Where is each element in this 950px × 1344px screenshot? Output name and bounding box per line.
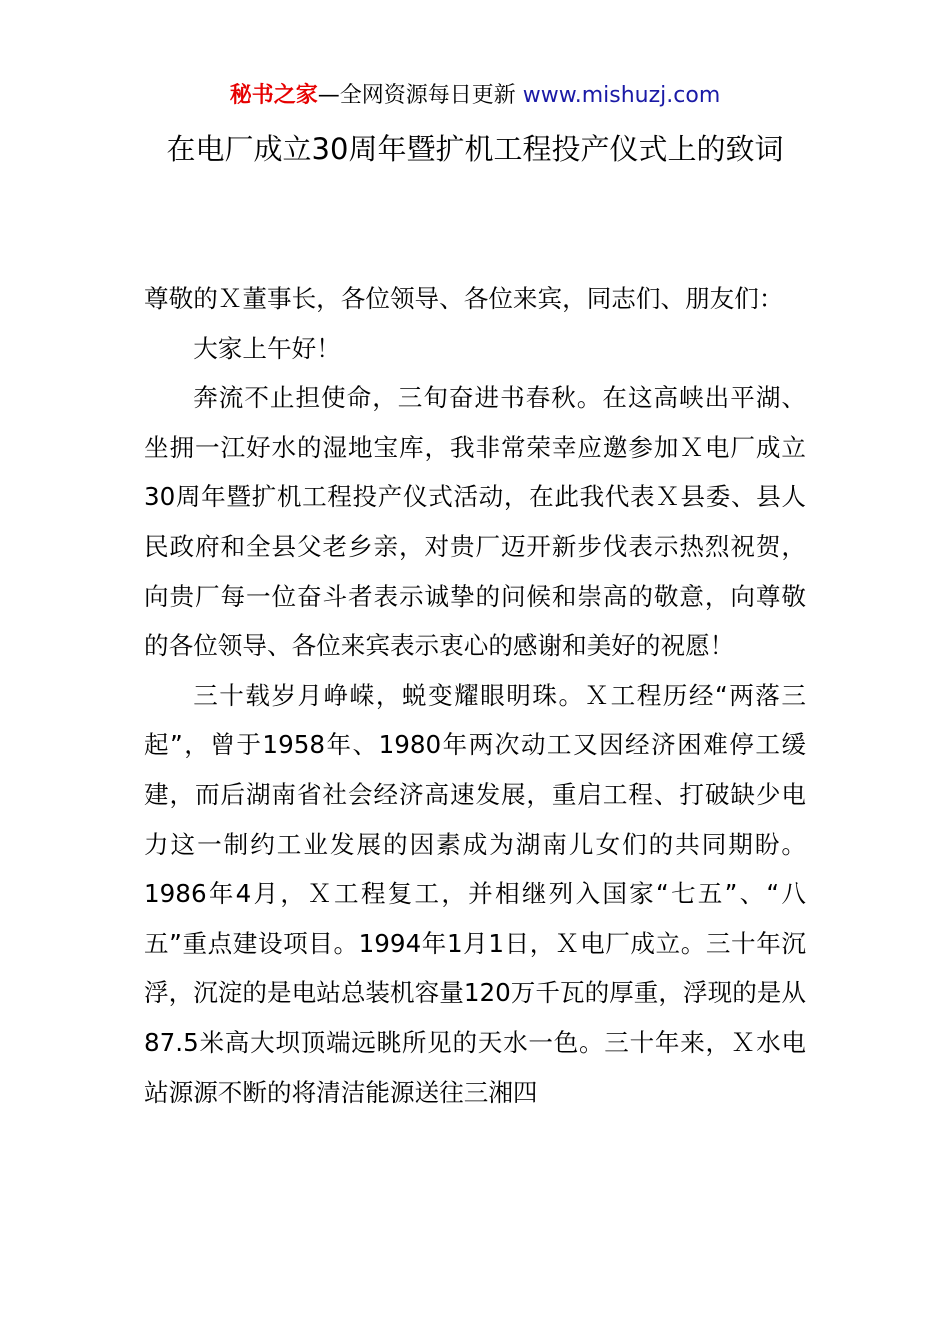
document-title: 在电厂成立30周年暨扩机工程投产仪式上的致词 <box>166 132 784 166</box>
salutation: 尊敬的Ｘ董事长，各位领导、各位来宾，同志们、朋友们： <box>144 284 784 313</box>
paragraph-history: 三十载岁月峥嵘，蜕变耀眼明珠。Ｘ工程历经“两落三起”，曾于1958年、1980年两次动工又因经济困难停工缓建，而后湖南省社会经济高速发展，重启工程、打破缺少电力这一制约工业发展的因素成为湖南儿女们的共同期盼。1986年4月，Ｘ工程复工，并相继列入国家“七五”、“八五”重点建设项目。1994年1月1日，Ｘ电厂成立。三十年沉浮，沉淀的是电站总装机容量120万千瓦的厚重，浮现的是从87.5米高大坝顶端远眺所见的天水一色。三十年来，Ｘ水电站源源不断的将清洁能源送往三湘四 <box>144 680 806 1107</box>
paragraph-congratulations: 奔流不止担使命，三旬奋进书春秋。在这高峡出平湖、坐拥一江好水的湿地宝库，我非常荣幸应邀参加Ｘ电厂成立30周年暨扩机工程投产仪式活动，在此我代表Ｘ县委、县人民政府和全县父老乡亲，对贵厂迈开新步伐表示热烈祝贺，向贵厂每一位奋斗者表示诚挚的问候和崇高的敬意，向尊敬的各位领导、各位来宾表示衷心的感谢和美好的祝愿！ <box>144 383 806 661</box>
site-url-link[interactable]: www.mishuzj.com <box>522 83 721 108</box>
document-body <box>144 274 806 1117</box>
site-header <box>0 80 950 112</box>
site-brand: 秘书之家 <box>229 83 318 108</box>
paragraph-greeting: 大家上午好！ <box>193 333 341 363</box>
site-tagline: —全网资源每日更新 <box>317 83 523 108</box>
